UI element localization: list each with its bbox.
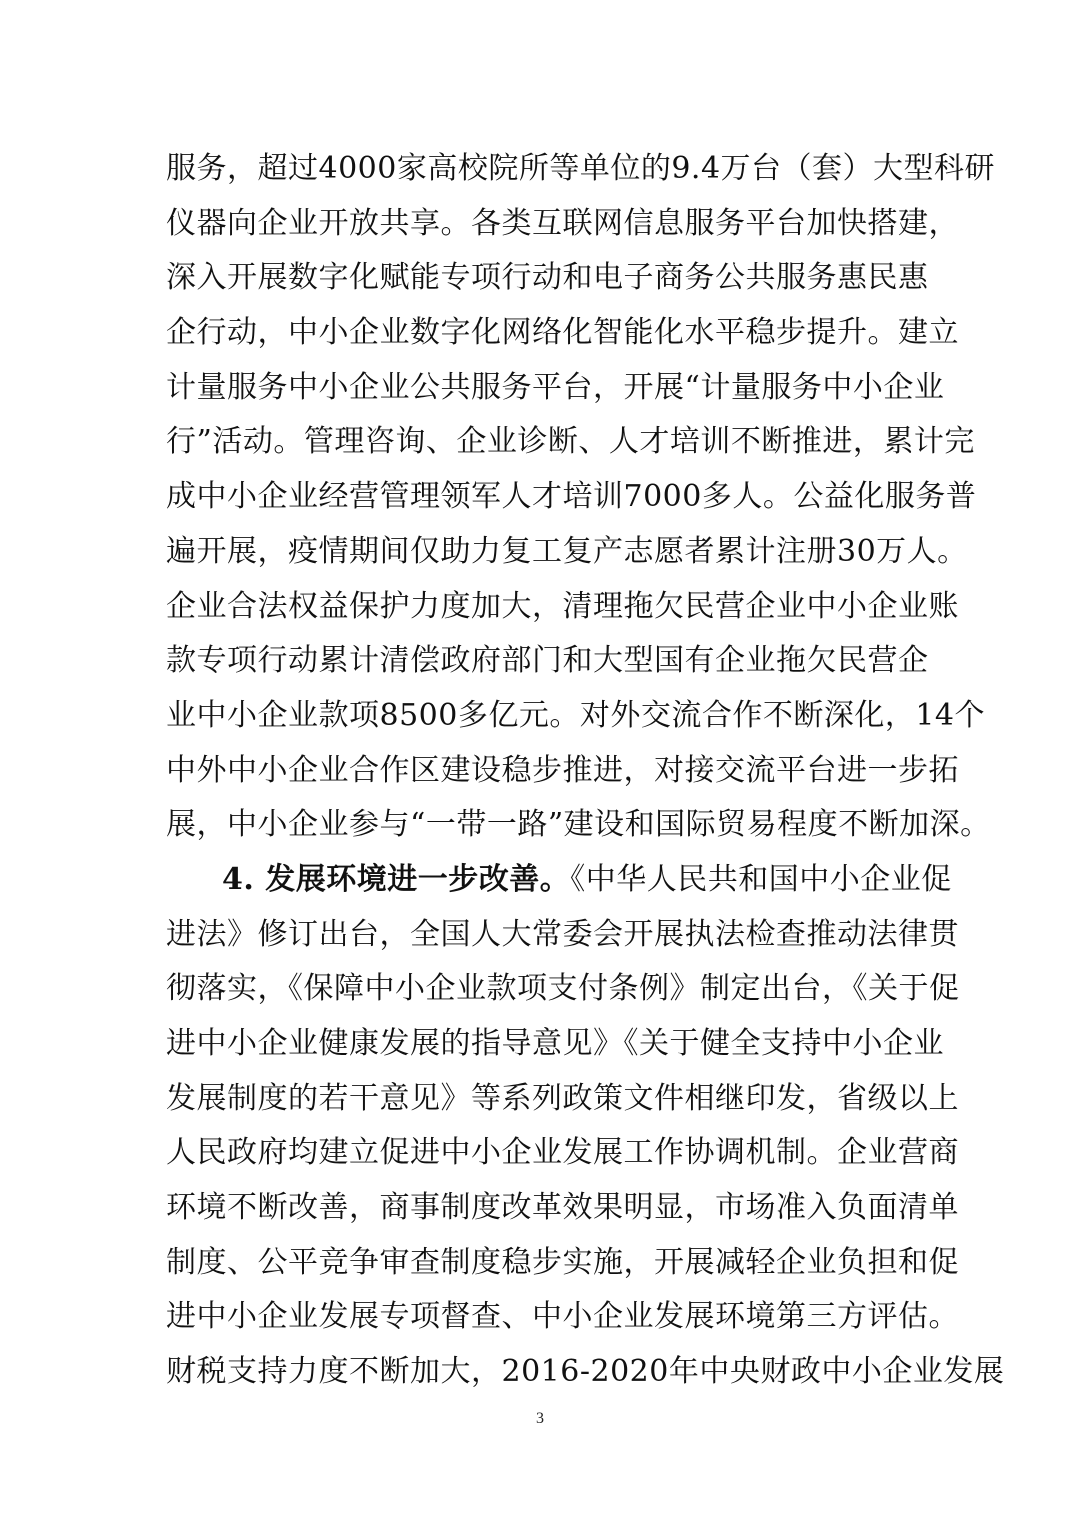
text-line: 业中小企业款项8500多亿元。对外交流合作不断深化，14个 xyxy=(166,697,986,733)
text-line: 进中小企业发展专项督查、中小企业发展环境第三方评估。 xyxy=(166,1299,959,1335)
text-line: 进中小企业健康发展的指导意见》《关于健全支持中小企业 xyxy=(166,1026,944,1061)
text-line: 中外中小企业合作区建设稳步推进，对接交流平台进一步拓 xyxy=(166,752,959,788)
body-text xyxy=(166,142,1005,1400)
section-4-first-line xyxy=(166,853,952,908)
text-line: 成中小企业经营管理领军人才培训7000多人。公益化服务普 xyxy=(166,479,977,515)
text-line: 环境不断改善，商事制度改革效果明显，市场准入负面清单 xyxy=(166,1190,959,1226)
text-line: 遍开展，疫情期间仅助力复工复产志愿者累计注册30万人。 xyxy=(166,533,968,569)
text-line: 制度、公平竞争审查制度稳步实施，开展减轻企业负担和促 xyxy=(166,1244,959,1280)
section-heading: 4. 发展环境进一步改善。 xyxy=(222,861,571,897)
text-line: 发展制度的若干意见》等系列政策文件相继印发，省级以上 xyxy=(166,1080,959,1116)
page-number: 3 xyxy=(536,1410,544,1427)
text-line: 深入开展数字化赋能专项行动和电子商务公共服务惠民惠 xyxy=(166,260,929,296)
text-line: 行”活动。管理咨询、企业诊断、人才培训不断推进，累计完 xyxy=(166,424,975,460)
text-line: 款专项行动累计清偿政府部门和大型国有企业拖欠民营企 xyxy=(166,643,929,679)
text-line: 展，中小企业参与“一带一路”建设和国际贸易程度不断加深。 xyxy=(166,807,991,843)
text-line: 企行动，中小企业数字化网络化智能化水平稳步提升。建立 xyxy=(166,315,959,351)
section-heading-rest: 《中华人民共和国中小企业促 xyxy=(570,861,952,897)
text-line: 服务，超过4000家高校院所等单位的9.4万台（套）大型科研 xyxy=(166,151,996,186)
text-line: 进法》修订出台，全国人大常委会开展执法检查推动法律贯 xyxy=(166,916,959,952)
text-line: 彻落实，《保障中小企业款项支付条例》制定出台，《关于促 xyxy=(166,971,960,1007)
text-line: 计量服务中小企业公共服务平台，开展“计量服务中小企业 xyxy=(166,369,945,405)
text-line: 仪器向企业开放共享。各类互联网信息服务平台加快搭建， xyxy=(166,205,959,241)
text-line: 人民政府均建立促进中小企业发展工作协调机制。企业营商 xyxy=(166,1135,959,1171)
text-line: 企业合法权益保护力度加大，清理拖欠民营企业中小企业账 xyxy=(166,588,959,624)
text-line: 财税支持力度不断加大，2016-2020年中央财政中小企业发展 xyxy=(166,1354,1005,1390)
